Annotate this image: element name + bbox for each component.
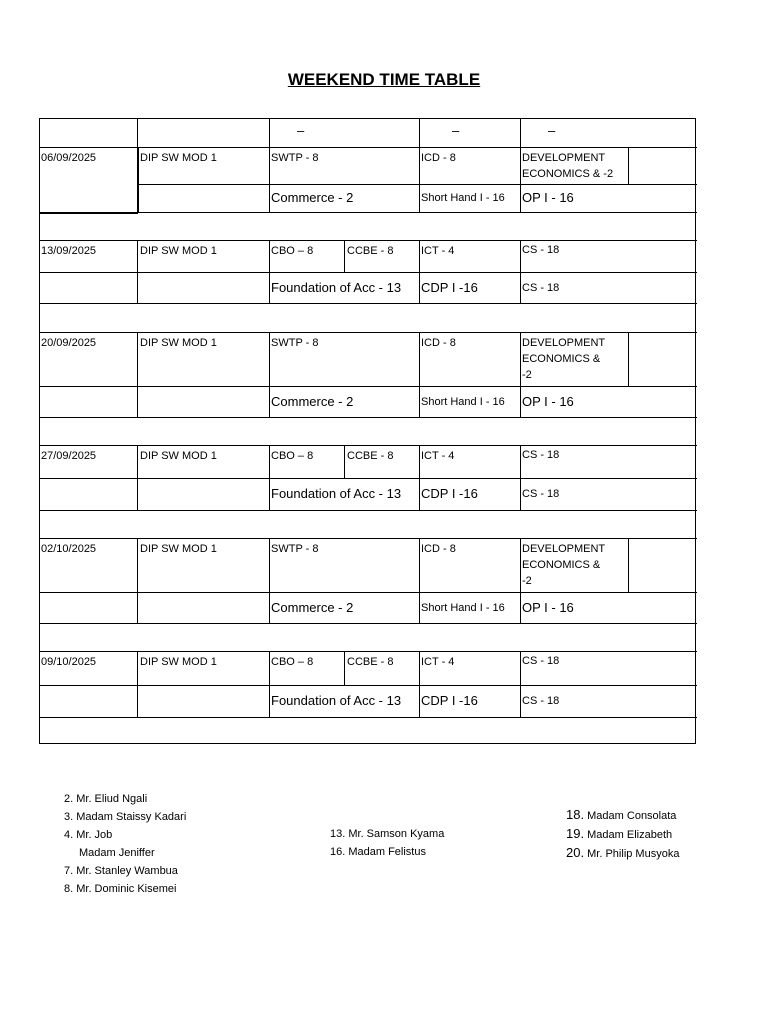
row-divider [40,685,697,686]
staff-entry: Madam Jeniffer [79,847,155,859]
unit-cell: Short Hand I - 16 [421,396,505,408]
staff-number: 20. [566,845,585,860]
column-divider [628,538,629,592]
staff-number: 19. [566,826,585,841]
unit-cell: ICD - 8 [421,337,456,349]
timetable [39,118,696,744]
unit-cell: Short Hand I - 16 [421,602,505,614]
unit-cell: Commerce - 2 [271,600,354,615]
unit-cell: CS - 18 [522,282,560,294]
column-divider [419,147,420,212]
course-cell: DIP SW MOD 1 [140,152,217,164]
column-divider [269,147,270,212]
unit-cell: OP I - 16 [522,190,574,205]
column-divider [269,538,270,623]
column-divider [344,240,345,272]
unit-cell: ICT - 4 [421,450,455,462]
row-divider [137,184,697,185]
unit-cell: DEVELOPMENT ECONOMICS & -2 [522,337,605,381]
column-divider [344,651,345,685]
unit-cell: Short Hand I - 16 [421,192,505,204]
row-divider [40,386,697,387]
row-divider [40,510,697,511]
staff-list-2 [330,825,444,861]
date-cell: 02/10/2025 [41,543,97,555]
row-divider [40,303,697,304]
column-divider [628,147,629,184]
staff-name: Madam Consolata [587,810,677,822]
row-divider [40,417,697,418]
column-divider [520,119,521,147]
staff-name: Mr. Philip Musyoka [587,848,680,860]
row-divider [40,623,697,624]
unit-cell: CS - 18 [522,449,560,461]
column-divider [520,147,521,212]
staff-entry: 4. Mr. Job [64,829,113,841]
unit-cell: CDP I -16 [421,693,478,708]
unit-cell: CBO – 8 [271,656,314,668]
course-cell: DIP SW MOD 1 [140,656,217,668]
unit-cell: Commerce - 2 [271,394,354,409]
unit-cell: CBO – 8 [271,245,314,257]
column-divider [137,147,139,212]
column-divider [269,651,270,717]
course-cell: DIP SW MOD 1 [140,543,217,555]
staff-entry: 7. Mr. Stanley Wambua [64,865,178,877]
column-divider [520,651,521,717]
course-cell: DIP SW MOD 1 [140,337,217,349]
unit-cell: ICT - 4 [421,656,455,668]
date-cell: 09/10/2025 [41,656,97,668]
unit-cell: SWTP - 8 [271,337,319,349]
unit-cell: ICD - 8 [421,152,456,164]
column-divider [137,651,138,717]
unit-cell: CCBE - 8 [347,656,394,668]
unit-cell: OP I - 16 [522,600,574,615]
staff-list-1 [64,790,186,898]
unit-cell: Foundation of Acc - 13 [271,693,402,708]
row-divider [40,717,697,718]
staff-number: 18. [566,807,585,822]
column-divider [137,119,138,147]
column-divider [628,332,629,386]
unit-cell: SWTP - 8 [271,543,319,555]
column-divider [520,332,521,417]
course-cell: DIP SW MOD 1 [140,245,217,257]
row-divider [40,592,697,593]
column-divider [137,538,138,623]
column-divider [269,119,270,147]
page-title: WEEKEND TIME TABLE [287,70,481,89]
unit-cell: CCBE - 8 [347,450,394,462]
unit-cell: Commerce - 2 [271,190,354,205]
unit-cell: CS - 18 [522,695,560,707]
unit-cell: ICD - 8 [421,543,456,555]
unit-cell: DEVELOPMENT ECONOMICS & -2 [522,152,614,180]
unit-cell: DEVELOPMENT ECONOMICS & -2 [522,543,605,587]
unit-cell: CS - 18 [522,244,560,256]
staff-entry: 2. Mr. Eliud Ngali [64,793,148,805]
unit-cell: CCBE - 8 [347,245,394,257]
column-divider [419,119,420,147]
unit-cell: CDP I -16 [421,280,478,295]
column-divider [344,445,345,478]
date-cell: 06/09/2025 [41,152,97,164]
staff-entry: 3. Madam Staissy Kadari [64,811,187,823]
date-cell: 20/09/2025 [41,337,97,349]
unit-cell: OP I - 16 [522,394,574,409]
row-divider [137,212,697,213]
unit-cell: Foundation of Acc - 13 [271,280,402,295]
column-divider [137,332,138,417]
row-divider [40,332,697,333]
row-divider [40,478,697,479]
unit-cell: CBO – 8 [271,450,314,462]
column-divider [520,538,521,623]
column-divider [419,332,420,417]
unit-cell: Foundation of Acc - 13 [271,486,402,501]
date-cell: 27/09/2025 [41,450,97,462]
staff-entry [566,844,679,863]
staff-entry [566,806,679,825]
header-mark: – [452,123,460,138]
header-mark: – [297,123,305,138]
column-divider [419,651,420,717]
staff-name: Madam Elizabeth [587,829,673,841]
column-divider [269,332,270,417]
row-divider [40,240,697,241]
staff-entry: 8. Mr. Dominic Kisemei [64,883,177,895]
staff-list-3 [566,806,679,863]
staff-entry: 13. Mr. Samson Kyama [330,828,445,840]
unit-cell: CDP I -16 [421,486,478,501]
date-cell: 13/09/2025 [41,245,97,257]
row-divider [40,445,697,446]
column-divider [419,538,420,623]
unit-cell: CS - 18 [522,655,560,667]
staff-entry [566,825,679,844]
row-divider [40,272,697,273]
header-mark: – [548,123,556,138]
staff-entry: 16. Madam Felistus [330,846,426,858]
course-cell: DIP SW MOD 1 [140,450,217,462]
unit-cell: ICT - 4 [421,245,455,257]
row-divider [40,538,697,539]
unit-cell: CS - 18 [522,488,560,500]
unit-cell: SWTP - 8 [271,152,319,164]
row-divider [40,651,697,652]
row-divider [40,212,138,214]
